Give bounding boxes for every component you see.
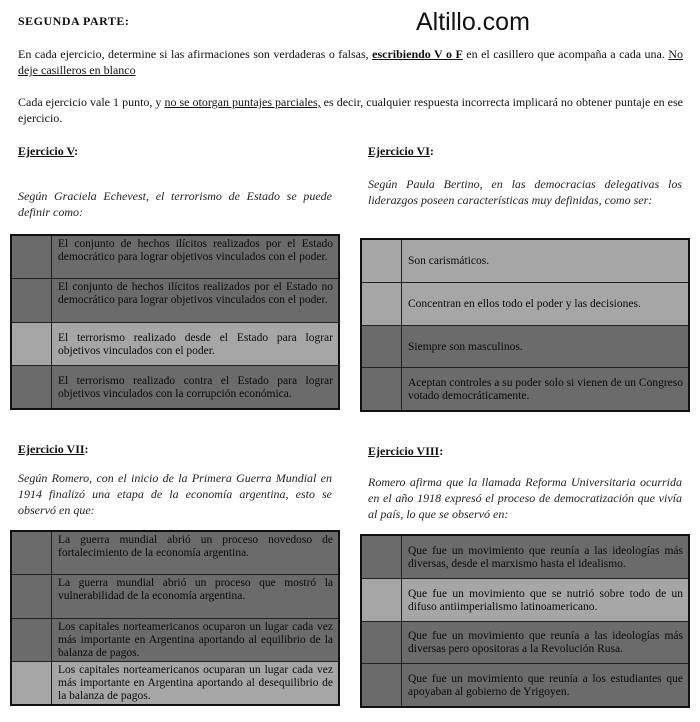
answer-text: Los capitales norteamericanos ocuparon un lugar cada vez más importante en Argentina aportando al equilibrio de la balanza de pagos. — [58, 620, 333, 659]
answer-text: Que fue un movimiento que reunía a las ideologías más diversas, desde el marxismo hasta el idealismo. — [408, 544, 683, 570]
answer-table — [10, 234, 340, 410]
answer-text: El terrorismo realizado desde el Estado para lograr objetivos vinculados con el poder. — [58, 331, 333, 357]
answer-row — [362, 240, 688, 282]
answer-text: El terrorismo realizado contra el Estado para lograr objetivos vinculados con la corrupción económica. — [58, 374, 333, 400]
answer-row — [12, 661, 338, 704]
answer-text: Concentran en ellos todo el poder y las decisiones. — [408, 298, 641, 311]
exercise-title: Ejercicio V: — [18, 144, 79, 158]
answer-table — [360, 534, 690, 708]
answer-row — [12, 532, 338, 574]
answer-row — [12, 574, 338, 617]
exercise-intro: Según Romero, con el inicio de la Primera Guerra Mundial en 1914 finalizó una etapa de la economía argentina, esto se observó en que: — [18, 471, 332, 517]
answer-row — [12, 278, 338, 321]
exercise-title: Ejercicio VI: — [368, 144, 434, 158]
answer-box[interactable] — [362, 579, 402, 621]
answer-row — [12, 618, 338, 661]
answer-box[interactable] — [12, 619, 52, 661]
instructions-paragraph-2: Cada ejercicio vale 1 punto, y no se otorgan puntajes parciales, es decir, cualquier respuesta incorrecta implicará no obtener puntaje en ese ejercicio. — [18, 95, 683, 125]
answer-row — [362, 578, 688, 621]
answer-row — [12, 322, 338, 365]
exercise-intro: Según Paula Bertino, en las democracias delegativas los liderazgos poseen características muy definidas, como ser: — [368, 177, 682, 207]
answer-box[interactable] — [12, 323, 52, 365]
answer-text: El conjunto de hechos ilícitos realizados por el Estado no democrático para lograr objetivos vinculados con el poder. — [58, 281, 333, 307]
answer-text: Los capitales norteamericanos ocuparan un lugar cada vez más importante en Argentina aportando al desequilibrio de la balanza de pagos. — [58, 663, 333, 702]
answer-box[interactable] — [12, 662, 52, 704]
answer-box[interactable] — [362, 536, 402, 578]
answer-box[interactable] — [12, 366, 52, 408]
answer-row — [362, 325, 688, 368]
exercise-intro: Según Graciela Echevest, el terrorismo de Estado se puede definir como: — [18, 189, 332, 219]
answer-text: Son carismáticos. — [408, 255, 490, 268]
answer-row — [12, 236, 338, 278]
answer-box[interactable] — [362, 326, 402, 368]
answer-text: El conjunto de hechos ilícitos realizados por el Estado democrático para lograr objetivos vinculados con el poder. — [58, 238, 333, 263]
answer-row — [12, 365, 338, 408]
answer-box[interactable] — [12, 575, 52, 617]
answer-text: Que fue un movimiento que se nutrió sobre todo de un difuso antiimperialismo latinoamericano. — [408, 587, 683, 613]
watermark-logo: Altillo.com — [416, 8, 530, 36]
answer-box[interactable] — [362, 240, 402, 282]
answer-box[interactable] — [12, 532, 52, 574]
instructions-paragraph-1: En cada ejercicio, determine si las afirmaciones son verdaderas o falsas, escribiendo V o F en el casillero que acompaña a cada una. No deje casilleros en blanco — [18, 47, 684, 77]
answer-box[interactable] — [362, 368, 402, 410]
answer-text: Aceptan controles a su poder solo si vienen de un Congreso votado democráticamente. — [408, 377, 683, 403]
answer-text: La guerra mundial abrió un proceso novedoso de fortalecimiento de la economía argentina. — [58, 534, 333, 559]
answer-box[interactable] — [362, 283, 402, 325]
answer-box[interactable] — [362, 664, 402, 706]
answer-row — [362, 367, 688, 410]
answer-row — [362, 663, 688, 706]
answer-text: Que fue un movimiento que reunía a los estudiantes que apoyaban al gobierno de Yrigoyen. — [408, 673, 683, 699]
answer-box[interactable] — [362, 622, 402, 664]
exercise-title: Ejercicio VIII: — [368, 444, 444, 458]
exercise-title: Ejercicio VII: — [18, 442, 89, 456]
answer-table — [10, 530, 340, 706]
answer-table — [360, 238, 690, 412]
section-heading: SEGUNDA PARTE: — [18, 14, 130, 28]
answer-box[interactable] — [12, 279, 52, 321]
answer-text: La guerra mundial abrió un proceso que mostró la vulnerabilidad de la economía argentina. — [58, 577, 333, 603]
answer-text: Siempre son masculinos. — [408, 340, 523, 353]
answer-row — [362, 621, 688, 664]
exercise-intro: Romero afirma que la llamada Reforma Universitaria ocurrida en el año 1918 expresó el proceso de democratización que vivía al país, lo que se observó en: — [368, 475, 682, 521]
answer-text: Que fue un movimiento que reunía a las ideologías más diversas pero opositoras a la Revolución Rusa. — [408, 630, 683, 656]
answer-box[interactable] — [12, 236, 52, 278]
answer-row — [362, 282, 688, 325]
answer-row — [362, 536, 688, 578]
